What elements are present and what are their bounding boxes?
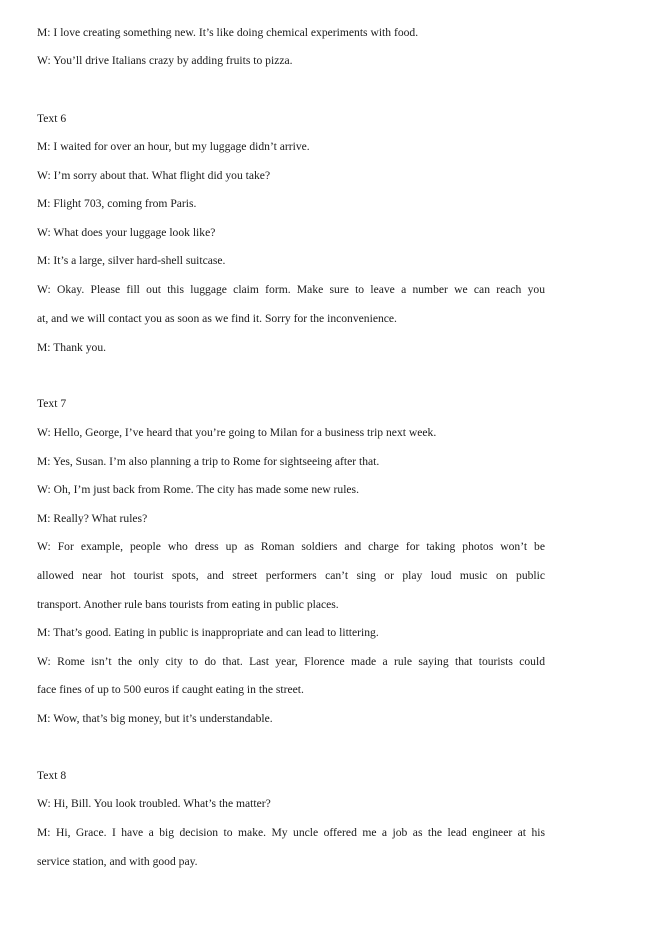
- dialogue-line-continuation: at, and we will contact you as soon as we find it. Sorry for the inconvenience.: [37, 312, 397, 325]
- dialogue-line: M: Yes, Susan. I’m also planning a trip to Rome for sightseeing after that.: [37, 455, 380, 468]
- dialogue-line: M: It’s a large, silver hard-shell suitcase.: [37, 254, 226, 267]
- section-heading-text-6: Text 6: [37, 112, 67, 125]
- dialogue-line: W: I’m sorry about that. What flight did you take?: [37, 169, 271, 182]
- dialogue-line: M: I love creating something new. It’s like doing chemical experiments with food.: [37, 26, 419, 39]
- dialogue-line: W: Oh, I’m just back from Rome. The city has made some new rules.: [37, 483, 359, 496]
- dialogue-line: M: I waited for over an hour, but my luggage didn’t arrive.: [37, 140, 310, 153]
- section-heading-text-8: Text 8: [37, 769, 67, 782]
- section-heading-text-7: Text 7: [37, 397, 67, 410]
- dialogue-line: M: Hi, Grace. I have a big decision to make. My uncle offered me a job as the lead engineer at his: [37, 826, 545, 839]
- dialogue-line: M: Wow, that’s big money, but it’s understandable.: [37, 712, 273, 725]
- dialogue-line: M: Flight 703, coming from Paris.: [37, 197, 197, 210]
- dialogue-line: W: Hi, Bill. You look troubled. What’s the matter?: [37, 797, 271, 810]
- dialogue-line-continuation: allowed near hot tourist spots, and street performers can’t sing or play loud music on public: [37, 569, 545, 582]
- dialogue-line-continuation: service station, and with good pay.: [37, 855, 198, 868]
- dialogue-line: W: What does your luggage look like?: [37, 226, 216, 239]
- dialogue-line: W: Okay. Please fill out this luggage claim form. Make sure to leave a number we can reach you: [37, 283, 545, 296]
- dialogue-line: W: Hello, George, I’ve heard that you’re going to Milan for a business trip next week.: [37, 426, 437, 439]
- dialogue-line: W: For example, people who dress up as Roman soldiers and charge for taking photos won’t be: [37, 540, 545, 553]
- dialogue-line-continuation: transport. Another rule bans tourists from eating in public places.: [37, 598, 339, 611]
- dialogue-line: W: Rome isn’t the only city to do that. Last year, Florence made a rule saying that tourists could: [37, 655, 545, 668]
- dialogue-line-continuation: face fines of up to 500 euros if caught eating in the street.: [37, 683, 304, 696]
- dialogue-line: W: You’ll drive Italians crazy by adding fruits to pizza.: [37, 54, 293, 67]
- dialogue-line: M: That’s good. Eating in public is inappropriate and can lead to littering.: [37, 626, 379, 639]
- dialogue-line: M: Really? What rules?: [37, 512, 148, 525]
- dialogue-line: M: Thank you.: [37, 341, 107, 354]
